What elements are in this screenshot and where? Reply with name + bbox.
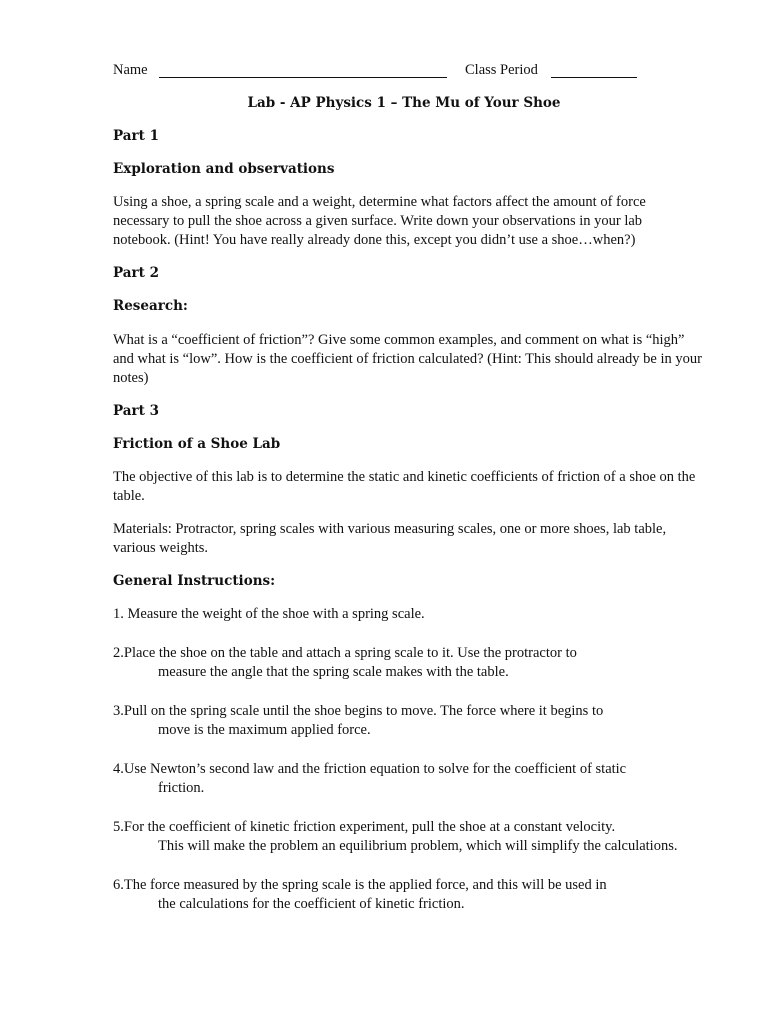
step-text: Use Newton’s second law and the friction equation to solve for the coefficient of static (123, 761, 627, 777)
document-body (113, 127, 703, 914)
step-text-continued: This will make the problem an equilibrium problem, which will simplify the calculations. (158, 838, 678, 854)
part1-heading: Exploration and observations (113, 161, 335, 177)
part3-heading: Friction of a Shoe Lab (113, 436, 281, 452)
step-text-continued: the calculations for the coefficient of kinetic friction. (158, 896, 465, 912)
step-text-continued: measure the angle that the spring scale makes with the table. (158, 664, 509, 680)
lab-title: Lab - AP Physics 1 – The Mu of Your Shoe (247, 95, 561, 111)
name-label: Name (113, 62, 148, 78)
student-header (113, 60, 673, 82)
part1-label: Part 1 (113, 128, 159, 144)
general-instructions-heading: General Instructions: (113, 573, 276, 589)
name-blank-line (159, 77, 447, 78)
part1-text: Using a shoe, a spring scale and a weight, determine what factors affect the amount of force necessary to pull the shoe across a given surface. Write down your observations in your lab notebook. (Hint! You have really already done this, except you didn’t use a shoe…when?) (113, 194, 646, 248)
part2-heading: Research: (113, 298, 188, 314)
class-period-label: Class Period (465, 62, 538, 78)
instruction-step (113, 818, 703, 856)
instruction-step (113, 876, 703, 914)
step-text: For the coefficient of kinetic friction experiment, pull the shoe at a constant velocity. (123, 819, 616, 835)
instruction-step (113, 702, 703, 740)
materials-text: Materials: Protractor, spring scales with various measuring scales, one or more shoes, lab table, various weights. (113, 521, 667, 556)
step-text: Place the shoe on the table and attach a spring scale to it. Use the protractor to (123, 645, 577, 661)
step-text: Pull on the spring scale until the shoe begins to move. The force where it begins to (123, 703, 604, 719)
part2-label: Part 2 (113, 265, 159, 281)
step-text: Measure the weight of the shoe with a spring scale. (127, 606, 425, 622)
step-number: 2. (113, 645, 124, 661)
step-number: 3. (113, 703, 124, 719)
step-number: 5. (113, 819, 124, 835)
class-period-blank-line (551, 77, 637, 78)
instruction-step (113, 605, 703, 624)
instruction-step (113, 760, 703, 798)
instruction-step (113, 644, 703, 682)
step-text-continued: move is the maximum applied force. (158, 722, 371, 738)
step-number: 4. (113, 761, 124, 777)
part2-text: What is a “coefficient of friction”? Give some common examples, and comment on what is “high” and what is “low”. How is the coefficient of friction calculated? (Hint: This should already be in your notes) (113, 332, 702, 386)
part3-label: Part 3 (113, 403, 159, 419)
step-text: The force measured by the spring scale is the applied force, and this will be used in (123, 877, 607, 893)
step-text-continued: friction. (158, 780, 205, 796)
step-number: 6. (113, 877, 124, 893)
objective-text: The objective of this lab is to determine the static and kinetic coefficients of friction of a shoe on the table. (113, 469, 696, 504)
step-number: 1. (113, 606, 124, 622)
